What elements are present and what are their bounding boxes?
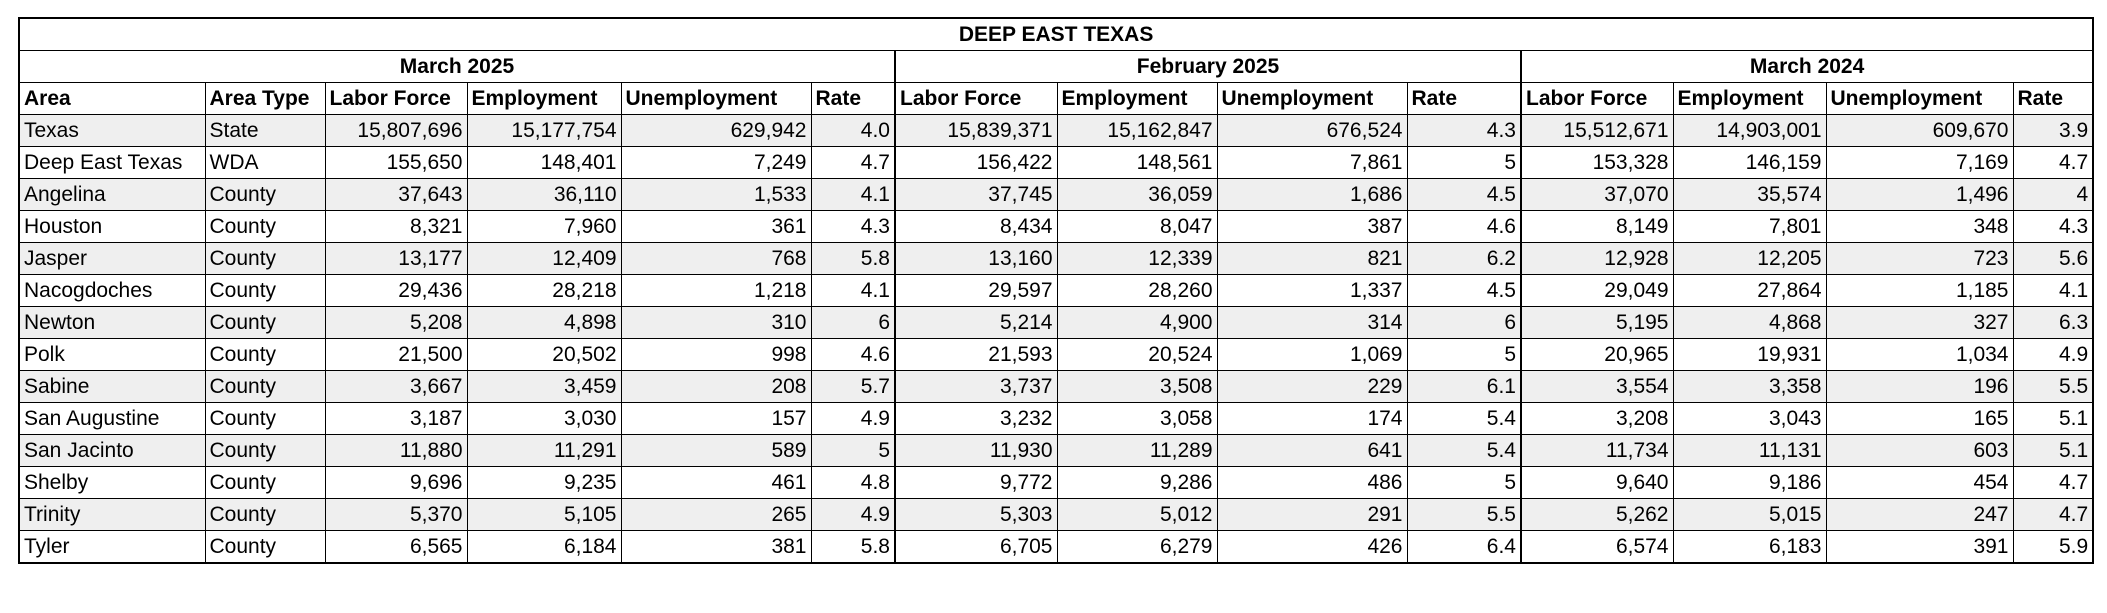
area-type-cell: State <box>205 115 325 147</box>
area-type-cell: WDA <box>205 147 325 179</box>
value-cell: 35,574 <box>1673 179 1826 211</box>
value-cell: 5.5 <box>1407 499 1521 531</box>
value-cell: 36,059 <box>1057 179 1217 211</box>
group-header-march-2024: March 2024 <box>1521 51 2093 83</box>
value-cell: 3,459 <box>467 371 621 403</box>
value-cell: 641 <box>1217 435 1407 467</box>
value-cell: 4.7 <box>811 147 895 179</box>
value-cell: 4.3 <box>1407 115 1521 147</box>
value-cell: 12,928 <box>1521 243 1673 275</box>
area-type-cell: County <box>205 243 325 275</box>
value-cell: 426 <box>1217 531 1407 564</box>
value-cell: 3,508 <box>1057 371 1217 403</box>
value-cell: 6,565 <box>325 531 467 564</box>
area-cell: Houston <box>19 211 205 243</box>
value-cell: 5.1 <box>2013 435 2093 467</box>
area-cell: Sabine <box>19 371 205 403</box>
period-group-row <box>19 51 2093 83</box>
value-cell: 3,030 <box>467 403 621 435</box>
column-header: Labor Force <box>1521 83 1673 115</box>
value-cell: 208 <box>621 371 811 403</box>
value-cell: 15,177,754 <box>467 115 621 147</box>
value-cell: 15,839,371 <box>895 115 1057 147</box>
column-header: Employment <box>1057 83 1217 115</box>
value-cell: 768 <box>621 243 811 275</box>
value-cell: 676,524 <box>1217 115 1407 147</box>
value-cell: 9,286 <box>1057 467 1217 499</box>
value-cell: 5.4 <box>1407 403 1521 435</box>
area-type-cell: County <box>205 499 325 531</box>
value-cell: 36,110 <box>467 179 621 211</box>
value-cell: 327 <box>1826 307 2013 339</box>
value-cell: 1,686 <box>1217 179 1407 211</box>
value-cell: 13,160 <box>895 243 1057 275</box>
column-header: Unemployment <box>1826 83 2013 115</box>
group-header-march-2025: March 2025 <box>19 51 895 83</box>
area-cell: Trinity <box>19 499 205 531</box>
value-cell: 461 <box>621 467 811 499</box>
value-cell: 6.3 <box>2013 307 2093 339</box>
value-cell: 4.1 <box>811 275 895 307</box>
value-cell: 21,593 <box>895 339 1057 371</box>
value-cell: 9,772 <box>895 467 1057 499</box>
value-cell: 5,195 <box>1521 307 1673 339</box>
value-cell: 4.0 <box>811 115 895 147</box>
value-cell: 4.6 <box>811 339 895 371</box>
value-cell: 146,159 <box>1673 147 1826 179</box>
value-cell: 11,131 <box>1673 435 1826 467</box>
area-cell: Deep East Texas <box>19 147 205 179</box>
value-cell: 998 <box>621 339 811 371</box>
value-cell: 3,358 <box>1673 371 1826 403</box>
value-cell: 723 <box>1826 243 2013 275</box>
value-cell: 15,162,847 <box>1057 115 1217 147</box>
value-cell: 387 <box>1217 211 1407 243</box>
value-cell: 1,069 <box>1217 339 1407 371</box>
value-cell: 5 <box>1407 467 1521 499</box>
value-cell: 13,177 <box>325 243 467 275</box>
value-cell: 6.4 <box>1407 531 1521 564</box>
area-type-cell: County <box>205 307 325 339</box>
value-cell: 6 <box>811 307 895 339</box>
value-cell: 37,070 <box>1521 179 1673 211</box>
value-cell: 8,149 <box>1521 211 1673 243</box>
value-cell: 314 <box>1217 307 1407 339</box>
area-type-cell: County <box>205 339 325 371</box>
value-cell: 4,898 <box>467 307 621 339</box>
value-cell: 5 <box>1407 339 1521 371</box>
value-cell: 4.9 <box>811 499 895 531</box>
value-cell: 4.5 <box>1407 275 1521 307</box>
area-type-cell: County <box>205 371 325 403</box>
value-cell: 821 <box>1217 243 1407 275</box>
value-cell: 1,533 <box>621 179 811 211</box>
value-cell: 3.9 <box>2013 115 2093 147</box>
area-cell: San Jacinto <box>19 435 205 467</box>
value-cell: 454 <box>1826 467 2013 499</box>
value-cell: 291 <box>1217 499 1407 531</box>
value-cell: 29,436 <box>325 275 467 307</box>
value-cell: 4,868 <box>1673 307 1826 339</box>
value-cell: 310 <box>621 307 811 339</box>
table-row <box>19 243 2093 275</box>
area-type-cell: County <box>205 403 325 435</box>
value-cell: 609,670 <box>1826 115 2013 147</box>
value-cell: 5,262 <box>1521 499 1673 531</box>
value-cell: 247 <box>1826 499 2013 531</box>
table-row <box>19 403 2093 435</box>
value-cell: 5,015 <box>1673 499 1826 531</box>
table-body <box>19 115 2093 564</box>
value-cell: 4.7 <box>2013 147 2093 179</box>
value-cell: 6.1 <box>1407 371 1521 403</box>
value-cell: 4.1 <box>811 179 895 211</box>
value-cell: 6,705 <box>895 531 1057 564</box>
value-cell: 348 <box>1826 211 2013 243</box>
area-type-cell: County <box>205 435 325 467</box>
value-cell: 27,864 <box>1673 275 1826 307</box>
column-header: Rate <box>1407 83 1521 115</box>
area-cell: Nacogdoches <box>19 275 205 307</box>
value-cell: 37,643 <box>325 179 467 211</box>
value-cell: 5.7 <box>811 371 895 403</box>
value-cell: 1,185 <box>1826 275 2013 307</box>
area-cell: Texas <box>19 115 205 147</box>
value-cell: 7,169 <box>1826 147 2013 179</box>
value-cell: 391 <box>1826 531 2013 564</box>
area-cell: Tyler <box>19 531 205 564</box>
column-header: Labor Force <box>325 83 467 115</box>
value-cell: 1,496 <box>1826 179 2013 211</box>
value-cell: 7,960 <box>467 211 621 243</box>
value-cell: 11,291 <box>467 435 621 467</box>
area-cell: Jasper <box>19 243 205 275</box>
table-title: DEEP EAST TEXAS <box>19 18 2093 51</box>
value-cell: 5,208 <box>325 307 467 339</box>
table-row <box>19 435 2093 467</box>
value-cell: 629,942 <box>621 115 811 147</box>
area-type-cell: County <box>205 275 325 307</box>
value-cell: 3,232 <box>895 403 1057 435</box>
value-cell: 9,696 <box>325 467 467 499</box>
value-cell: 28,218 <box>467 275 621 307</box>
column-header: Area <box>19 83 205 115</box>
labor-table-container <box>18 17 2092 564</box>
value-cell: 9,640 <box>1521 467 1673 499</box>
value-cell: 157 <box>621 403 811 435</box>
value-cell: 4.8 <box>811 467 895 499</box>
column-header: Employment <box>1673 83 1826 115</box>
table-row <box>19 179 2093 211</box>
value-cell: 11,880 <box>325 435 467 467</box>
column-header-row <box>19 83 2093 115</box>
value-cell: 174 <box>1217 403 1407 435</box>
value-cell: 3,208 <box>1521 403 1673 435</box>
value-cell: 20,502 <box>467 339 621 371</box>
value-cell: 6 <box>1407 307 1521 339</box>
table-row <box>19 147 2093 179</box>
column-header: Area Type <box>205 83 325 115</box>
value-cell: 12,205 <box>1673 243 1826 275</box>
value-cell: 5.4 <box>1407 435 1521 467</box>
table-row <box>19 531 2093 564</box>
column-header: Unemployment <box>621 83 811 115</box>
value-cell: 15,512,671 <box>1521 115 1673 147</box>
value-cell: 589 <box>621 435 811 467</box>
column-header: Employment <box>467 83 621 115</box>
value-cell: 265 <box>621 499 811 531</box>
table-row <box>19 307 2093 339</box>
value-cell: 5,370 <box>325 499 467 531</box>
value-cell: 381 <box>621 531 811 564</box>
area-cell: Polk <box>19 339 205 371</box>
column-header: Rate <box>811 83 895 115</box>
value-cell: 165 <box>1826 403 2013 435</box>
value-cell: 4.9 <box>811 403 895 435</box>
value-cell: 5 <box>811 435 895 467</box>
value-cell: 4.6 <box>1407 211 1521 243</box>
value-cell: 7,861 <box>1217 147 1407 179</box>
value-cell: 3,667 <box>325 371 467 403</box>
value-cell: 19,931 <box>1673 339 1826 371</box>
value-cell: 156,422 <box>895 147 1057 179</box>
value-cell: 6,279 <box>1057 531 1217 564</box>
area-cell: Shelby <box>19 467 205 499</box>
value-cell: 6.2 <box>1407 243 1521 275</box>
value-cell: 29,597 <box>895 275 1057 307</box>
area-cell: Angelina <box>19 179 205 211</box>
table-row <box>19 211 2093 243</box>
value-cell: 3,554 <box>1521 371 1673 403</box>
value-cell: 15,807,696 <box>325 115 467 147</box>
value-cell: 4.7 <box>2013 499 2093 531</box>
value-cell: 7,249 <box>621 147 811 179</box>
value-cell: 4.9 <box>2013 339 2093 371</box>
area-cell: San Augustine <box>19 403 205 435</box>
value-cell: 8,434 <box>895 211 1057 243</box>
value-cell: 20,965 <box>1521 339 1673 371</box>
value-cell: 21,500 <box>325 339 467 371</box>
value-cell: 8,321 <box>325 211 467 243</box>
value-cell: 1,337 <box>1217 275 1407 307</box>
value-cell: 4.3 <box>2013 211 2093 243</box>
table-row <box>19 499 2093 531</box>
value-cell: 28,260 <box>1057 275 1217 307</box>
value-cell: 14,903,001 <box>1673 115 1826 147</box>
value-cell: 486 <box>1217 467 1407 499</box>
value-cell: 11,734 <box>1521 435 1673 467</box>
column-header: Labor Force <box>895 83 1057 115</box>
column-header: Rate <box>2013 83 2093 115</box>
value-cell: 9,186 <box>1673 467 1826 499</box>
value-cell: 3,737 <box>895 371 1057 403</box>
value-cell: 1,218 <box>621 275 811 307</box>
table-row <box>19 371 2093 403</box>
area-type-cell: County <box>205 531 325 564</box>
value-cell: 148,401 <box>467 147 621 179</box>
value-cell: 6,574 <box>1521 531 1673 564</box>
value-cell: 5.6 <box>2013 243 2093 275</box>
value-cell: 11,289 <box>1057 435 1217 467</box>
value-cell: 37,745 <box>895 179 1057 211</box>
value-cell: 603 <box>1826 435 2013 467</box>
value-cell: 5,105 <box>467 499 621 531</box>
area-type-cell: County <box>205 467 325 499</box>
value-cell: 6,184 <box>467 531 621 564</box>
value-cell: 12,339 <box>1057 243 1217 275</box>
labor-statistics-table <box>18 17 2094 564</box>
table-row <box>19 467 2093 499</box>
value-cell: 8,047 <box>1057 211 1217 243</box>
value-cell: 5.5 <box>2013 371 2093 403</box>
value-cell: 7,801 <box>1673 211 1826 243</box>
value-cell: 5 <box>1407 147 1521 179</box>
value-cell: 6,183 <box>1673 531 1826 564</box>
area-type-cell: County <box>205 179 325 211</box>
value-cell: 148,561 <box>1057 147 1217 179</box>
value-cell: 5,303 <box>895 499 1057 531</box>
value-cell: 12,409 <box>467 243 621 275</box>
value-cell: 20,524 <box>1057 339 1217 371</box>
value-cell: 4.7 <box>2013 467 2093 499</box>
value-cell: 153,328 <box>1521 147 1673 179</box>
value-cell: 361 <box>621 211 811 243</box>
value-cell: 196 <box>1826 371 2013 403</box>
value-cell: 3,058 <box>1057 403 1217 435</box>
group-header-february-2025: February 2025 <box>895 51 1521 83</box>
value-cell: 5.8 <box>811 531 895 564</box>
value-cell: 4.3 <box>811 211 895 243</box>
value-cell: 5,214 <box>895 307 1057 339</box>
value-cell: 155,650 <box>325 147 467 179</box>
table-row <box>19 275 2093 307</box>
value-cell: 1,034 <box>1826 339 2013 371</box>
area-cell: Newton <box>19 307 205 339</box>
value-cell: 5,012 <box>1057 499 1217 531</box>
value-cell: 4 <box>2013 179 2093 211</box>
value-cell: 5.9 <box>2013 531 2093 564</box>
value-cell: 3,043 <box>1673 403 1826 435</box>
value-cell: 29,049 <box>1521 275 1673 307</box>
value-cell: 11,930 <box>895 435 1057 467</box>
value-cell: 5.8 <box>811 243 895 275</box>
column-header: Unemployment <box>1217 83 1407 115</box>
value-cell: 4.5 <box>1407 179 1521 211</box>
value-cell: 5.1 <box>2013 403 2093 435</box>
value-cell: 4.1 <box>2013 275 2093 307</box>
area-type-cell: County <box>205 211 325 243</box>
table-row <box>19 339 2093 371</box>
value-cell: 4,900 <box>1057 307 1217 339</box>
value-cell: 3,187 <box>325 403 467 435</box>
value-cell: 9,235 <box>467 467 621 499</box>
table-row <box>19 115 2093 147</box>
value-cell: 229 <box>1217 371 1407 403</box>
